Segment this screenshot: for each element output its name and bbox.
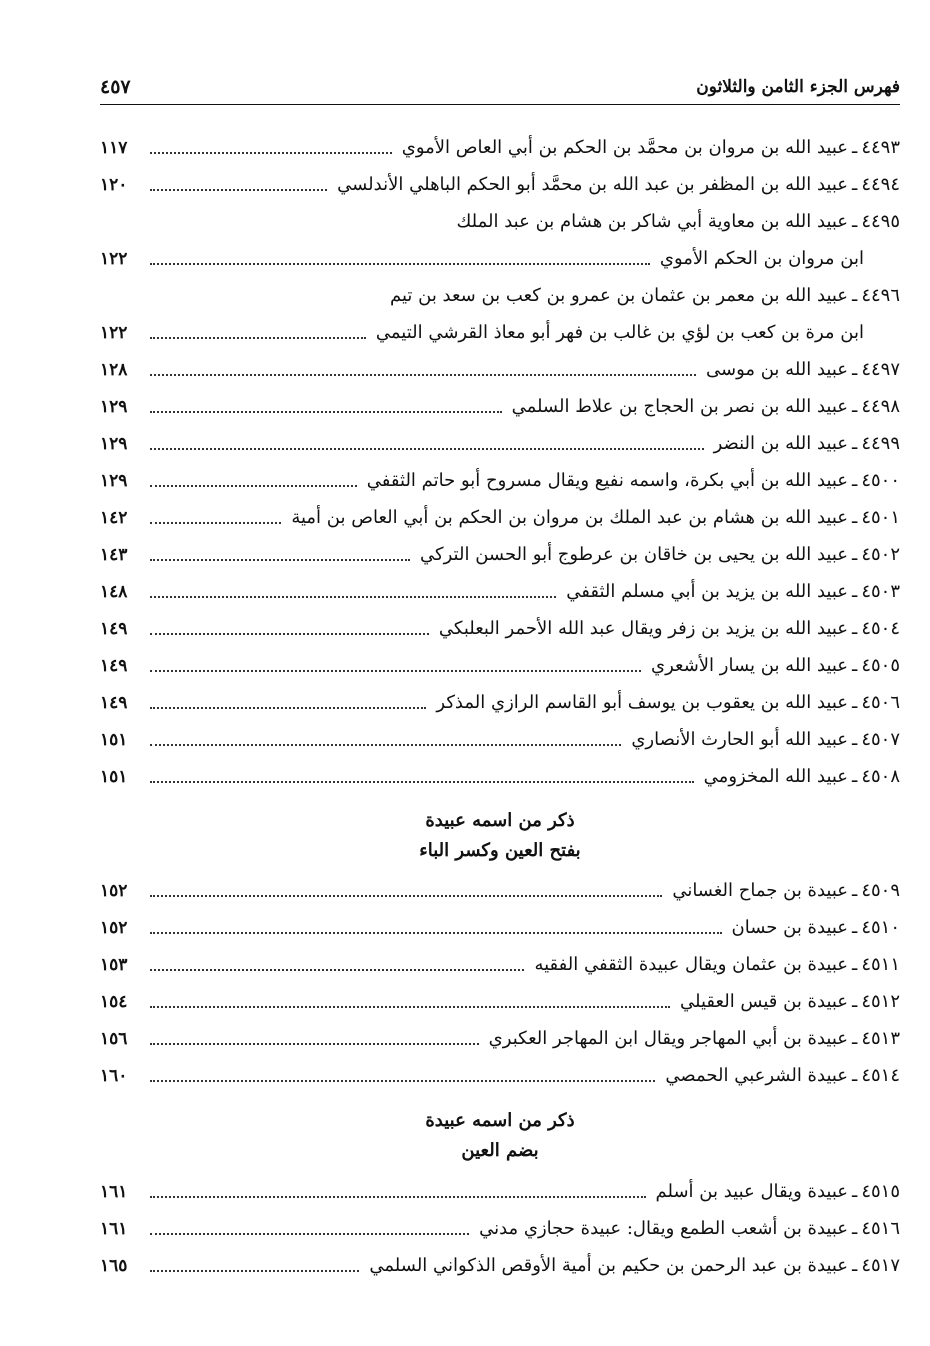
entry-name: عبيد الله بن هشام بن عبد الملك بن مروان بن الحكم بن أبي العاص بن أمية bbox=[291, 507, 849, 528]
index-entry bbox=[100, 983, 900, 1020]
entry-page-number: ١١٧ bbox=[100, 137, 128, 158]
entry-separator: ـ bbox=[852, 470, 858, 491]
entry-name: عبيدة بن عثمان ويقال عبيدة الثقفي الفقيه bbox=[534, 954, 849, 975]
section-title: ذكر من اسمه عبيدة bbox=[425, 810, 575, 831]
index-entry bbox=[100, 872, 900, 909]
entry-name: عبيد الله بن موسى bbox=[705, 359, 849, 380]
entry-page-number: ١٢٢ bbox=[100, 248, 128, 269]
entry-separator: ـ bbox=[852, 1218, 858, 1239]
entry-separator: ـ bbox=[852, 917, 858, 938]
entry-number: ٤٥١١ bbox=[861, 954, 900, 975]
dot-leader bbox=[150, 670, 641, 672]
entry-page-number: ١٢٠ bbox=[100, 174, 128, 195]
entry-name: عبيد الله بن يحيى بن خاقان بن عرطوج أبو الحسن التركي bbox=[420, 544, 849, 565]
entry-name: عبيد الله بن نصر بن الحجاج بن علاط السلمي bbox=[511, 396, 849, 417]
index-entry bbox=[100, 1057, 900, 1094]
entry-page-number: ١٦٠ bbox=[100, 1065, 128, 1086]
dot-leader bbox=[150, 1043, 479, 1045]
dot-leader bbox=[150, 1233, 469, 1235]
entry-number: ٤٥١٠ bbox=[861, 917, 900, 938]
index-entry bbox=[100, 499, 900, 536]
dot-leader bbox=[150, 152, 392, 154]
entry-number: ٤٤٩٥ bbox=[861, 211, 900, 232]
index-entry bbox=[100, 1247, 900, 1284]
entry-name: عبيدة ويقال عبيد بن أسلم bbox=[655, 1181, 849, 1202]
entry-name: عبيد الله بن يسار الأشعري bbox=[651, 655, 849, 676]
entry-number: ٤٤٩٣ bbox=[861, 137, 900, 158]
entry-page-number: ١٢٢ bbox=[100, 322, 128, 343]
section-title: ذكر من اسمه عبيدة bbox=[425, 1110, 575, 1131]
index-entry bbox=[100, 314, 900, 351]
entry-name: عبيدة بن أشعب الطمع ويقال: عبيدة حجازي مدني bbox=[479, 1218, 849, 1239]
dot-leader bbox=[150, 744, 621, 746]
entry-number: ٤٥٠٣ bbox=[861, 581, 900, 602]
section-heading-1 bbox=[100, 806, 900, 866]
entry-name: عبيدة بن أبي المهاجر ويقال ابن المهاجر العكبري bbox=[488, 1028, 849, 1049]
index-entry bbox=[100, 240, 900, 277]
index-entry bbox=[100, 1210, 900, 1247]
entry-number: ٤٥٠٧ bbox=[861, 729, 900, 750]
entry-number: ٤٥٠٨ bbox=[861, 766, 900, 787]
entry-number: ٤٥١٥ bbox=[861, 1181, 900, 1202]
dot-leader bbox=[150, 411, 502, 413]
entry-name: عبيد الله المخزومي bbox=[703, 766, 849, 787]
entry-name: عبيد الله بن أبي بكرة، واسمه نفيع ويقال مسروح أبو حاتم الثقفي bbox=[366, 470, 849, 491]
entry-name: عبيد الله بن النضر bbox=[713, 433, 849, 454]
entry-name: ابن مروان بن الحكم الأموي bbox=[659, 248, 864, 269]
entry-separator: ـ bbox=[852, 692, 858, 713]
index-entry bbox=[100, 721, 900, 758]
dot-leader bbox=[150, 559, 410, 561]
dot-leader bbox=[150, 895, 662, 897]
entry-page-number: ١٥٦ bbox=[100, 1028, 128, 1049]
index-entry bbox=[100, 277, 900, 314]
dot-leader bbox=[150, 374, 696, 376]
index-entry bbox=[100, 388, 900, 425]
entry-number: ٤٥١٤ bbox=[861, 1065, 900, 1086]
entry-name: عبيدة الشرعبي الحمصي bbox=[665, 1065, 849, 1086]
entry-name: عبيدة بن جماح الغساني bbox=[672, 880, 849, 901]
entry-number: ٤٥٠١ bbox=[861, 507, 900, 528]
entry-page-number: ١٥٢ bbox=[100, 880, 128, 901]
page-title: فهرس الجزء الثامن والثلاثون bbox=[696, 77, 900, 97]
index-entry bbox=[100, 684, 900, 721]
entry-separator: ـ bbox=[852, 544, 858, 565]
entry-separator: ـ bbox=[852, 285, 858, 306]
dot-leader bbox=[150, 522, 281, 524]
entry-page-number: ١٥١ bbox=[100, 766, 128, 787]
index-block-1 bbox=[100, 129, 900, 795]
entry-name: عبيد الله بن معمر بن عثمان بن عمرو بن كعب بن سعد بن تيم bbox=[389, 285, 849, 306]
entry-page-number: ١٦١ bbox=[100, 1181, 128, 1202]
entry-page-number: ١٤٢ bbox=[100, 507, 128, 528]
entry-name: عبيدة بن عبد الرحمن بن حكيم بن أمية الأوقص الذكواني السلمي bbox=[369, 1255, 849, 1276]
page-number: ٤٥٧ bbox=[100, 76, 131, 98]
entry-number: ٤٤٩٨ bbox=[861, 396, 900, 417]
entry-page-number: ١٥٢ bbox=[100, 917, 128, 938]
entry-name: عبيد الله بن المظفر بن عبد الله بن محمَّد أبو الحكم الباهلي الأندلسي bbox=[337, 174, 849, 195]
index-entry bbox=[100, 610, 900, 647]
index-entry bbox=[100, 758, 900, 795]
entry-number: ٤٥٠٢ bbox=[861, 544, 900, 565]
dot-leader bbox=[150, 596, 556, 598]
entry-name: عبيد الله بن مروان بن محمَّد بن الحكم بن أبي العاص الأموي bbox=[401, 137, 849, 158]
entry-page-number: ١٤٩ bbox=[100, 655, 128, 676]
entry-separator: ـ bbox=[852, 729, 858, 750]
index-entry bbox=[100, 536, 900, 573]
entry-separator: ـ bbox=[852, 211, 858, 232]
entry-number: ٤٤٩٩ bbox=[861, 433, 900, 454]
entry-number: ٤٥١٧ bbox=[861, 1255, 900, 1276]
entry-name: عبيدة بن حسان bbox=[731, 917, 849, 938]
section-subtitle: بفتح العين وكسر الباء bbox=[419, 840, 581, 861]
dot-leader bbox=[150, 932, 722, 934]
entry-separator: ـ bbox=[852, 581, 858, 602]
dot-leader bbox=[150, 1196, 646, 1198]
entry-page-number: ١٤٩ bbox=[100, 692, 128, 713]
index-entry bbox=[100, 462, 900, 499]
dot-leader bbox=[150, 189, 327, 191]
index-entry bbox=[100, 129, 900, 166]
dot-leader bbox=[150, 1270, 359, 1272]
page-header bbox=[100, 70, 900, 105]
entry-separator: ـ bbox=[852, 1028, 858, 1049]
entry-number: ٤٥٠٤ bbox=[861, 618, 900, 639]
index-entry bbox=[100, 203, 900, 240]
index-entry bbox=[100, 425, 900, 462]
entry-separator: ـ bbox=[852, 433, 858, 454]
index-entry bbox=[100, 1020, 900, 1057]
entry-page-number: ١٤٣ bbox=[100, 544, 128, 565]
entry-separator: ـ bbox=[852, 507, 858, 528]
entry-number: ٤٥٠٦ bbox=[861, 692, 900, 713]
index-entry bbox=[100, 946, 900, 983]
entry-page-number: ١٥٣ bbox=[100, 954, 128, 975]
entry-page-number: ١٢٩ bbox=[100, 470, 128, 491]
entry-separator: ـ bbox=[852, 991, 858, 1012]
index-entry bbox=[100, 647, 900, 684]
entry-page-number: ١٥١ bbox=[100, 729, 128, 750]
entry-name: عبيد الله أبو الحارث الأنصاري bbox=[631, 729, 849, 750]
entry-name: عبيد الله بن معاوية أبي شاكر بن هشام بن عبد الملك bbox=[456, 211, 849, 232]
section-heading-2 bbox=[100, 1106, 900, 1166]
entry-page-number: ١٤٩ bbox=[100, 618, 128, 639]
entry-separator: ـ bbox=[852, 954, 858, 975]
entry-name: عبيدة بن قيس العقيلي bbox=[680, 991, 849, 1012]
entry-separator: ـ bbox=[852, 359, 858, 380]
dot-leader bbox=[150, 448, 704, 450]
entry-page-number: ١٢٨ bbox=[100, 359, 128, 380]
index-entry bbox=[100, 351, 900, 388]
entry-name: عبيد الله بن يزيد بن أبي مسلم الثقفي bbox=[566, 581, 849, 602]
section-subtitle: بضم العين bbox=[461, 1140, 539, 1161]
dot-leader bbox=[150, 1080, 655, 1082]
entry-number: ٤٥٠٠ bbox=[861, 470, 900, 491]
entry-separator: ـ bbox=[852, 1181, 858, 1202]
entry-separator: ـ bbox=[852, 880, 858, 901]
entry-number: ٤٤٩٤ bbox=[861, 174, 900, 195]
entry-separator: ـ bbox=[852, 766, 858, 787]
entry-name: ابن مرة بن كعب بن لؤي بن غالب بن فهر أبو معاذ القرشي التيمي bbox=[375, 322, 864, 343]
index-block-3 bbox=[100, 1173, 900, 1284]
entry-separator: ـ bbox=[852, 396, 858, 417]
entry-number: ٤٥٠٩ bbox=[861, 880, 900, 901]
entry-page-number: ١٢٩ bbox=[100, 396, 128, 417]
entry-separator: ـ bbox=[852, 618, 858, 639]
entry-number: ٤٥١٢ bbox=[861, 991, 900, 1012]
entry-separator: ـ bbox=[852, 174, 858, 195]
index-entry bbox=[100, 909, 900, 946]
entry-page-number: ١٤٨ bbox=[100, 581, 128, 602]
dot-leader bbox=[150, 633, 429, 635]
entry-page-number: ١٢٩ bbox=[100, 433, 128, 454]
dot-leader bbox=[150, 969, 524, 971]
entry-separator: ـ bbox=[852, 1255, 858, 1276]
index-entry bbox=[100, 1173, 900, 1210]
entry-number: ٤٥١٣ bbox=[861, 1028, 900, 1049]
dot-leader bbox=[150, 263, 650, 265]
entry-number: ٤٤٩٧ bbox=[861, 359, 900, 380]
index-entry bbox=[100, 573, 900, 610]
dot-leader bbox=[150, 337, 366, 339]
dot-leader bbox=[150, 1006, 670, 1008]
index-block-2 bbox=[100, 872, 900, 1094]
entry-page-number: ١٥٤ bbox=[100, 991, 128, 1012]
entry-name: عبيد الله بن يزيد بن زفر ويقال عبد الله الأحمر البعلبكي bbox=[438, 618, 849, 639]
entry-number: ٤٥٠٥ bbox=[861, 655, 900, 676]
index-entry bbox=[100, 166, 900, 203]
entry-separator: ـ bbox=[852, 1065, 858, 1086]
entry-page-number: ١٦١ bbox=[100, 1218, 128, 1239]
entry-number: ٤٥١٦ bbox=[861, 1218, 900, 1239]
entry-number: ٤٤٩٦ bbox=[861, 285, 900, 306]
entry-name: عبيد الله بن يعقوب بن يوسف أبو القاسم الرازي المذكر bbox=[436, 692, 849, 713]
dot-leader bbox=[150, 485, 357, 487]
dot-leader bbox=[150, 781, 694, 783]
dot-leader bbox=[150, 707, 426, 709]
entry-separator: ـ bbox=[852, 655, 858, 676]
entry-page-number: ١٦٥ bbox=[100, 1255, 128, 1276]
entry-separator: ـ bbox=[852, 137, 858, 158]
